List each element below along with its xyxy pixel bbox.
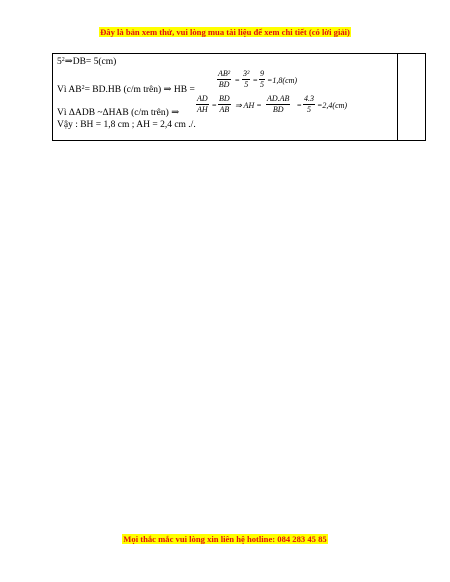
solution-table-right-column xyxy=(397,53,426,141)
fraction-ad-over-ah: $\frac{AD}{AH}$ xyxy=(197,94,208,114)
ah-result: =2,4(cm) xyxy=(317,101,348,110)
equals-sign: = xyxy=(212,101,217,110)
hb-result: =1,8(cm) xyxy=(267,76,298,85)
line2-pre: Vì AB xyxy=(57,85,82,95)
equals-sign: = xyxy=(297,101,302,110)
fraction-bd-over-ab: $\frac{BD}{AB}$ xyxy=(219,94,230,114)
solution-line-1 xyxy=(57,57,116,68)
line1-base: 5 xyxy=(57,57,62,67)
fraction-3sq-over-5: $\frac{\text{3²}}{5}$ xyxy=(243,69,250,89)
solution-conclusion: Vậy : BH = 1,8 cm ; AH = 2,4 cm ./. xyxy=(57,120,196,130)
line3-text: Vì ΔADB ~ΔHAB (c/m trên) ⇒ xyxy=(57,108,180,118)
fraction-adab-over-bd: $\frac{AD.AB}{BD}$ xyxy=(267,94,290,114)
preview-notice-text: Đây là bản xem thử, vui lòng mua tài liệu để xem chi tiết (có lời giải) xyxy=(100,27,350,37)
equals-sign: = xyxy=(235,76,240,85)
line2-mid: = BD.HB (c/m trên) ⇒ HB = xyxy=(84,85,195,95)
hotline-banner xyxy=(0,535,450,544)
fraction-4x3-over-5: $\frac{4.3}{5}$ xyxy=(304,94,314,114)
hotline-text: Mọi thắc mắc vui lòng xin liên hệ hotline: 084 283 45 85 xyxy=(123,534,327,544)
equals-sign: = xyxy=(253,76,258,85)
ah-equals-label: ⇒ AH = xyxy=(235,101,262,110)
fraction-ab2-over-bd: $\frac{\text{AB²}}{BD}$ xyxy=(218,69,231,89)
solution-line-3 xyxy=(57,109,179,119)
solution-line-2 xyxy=(57,85,195,96)
line2-exponent: 2 xyxy=(81,85,85,91)
preview-notice-banner xyxy=(0,28,450,37)
line1-exponent: 2 xyxy=(61,57,65,63)
line1-text: ⇒DB= 5(cm) xyxy=(64,57,117,67)
fraction-9-over-5: $\frac{9}{5}$ xyxy=(260,69,264,89)
